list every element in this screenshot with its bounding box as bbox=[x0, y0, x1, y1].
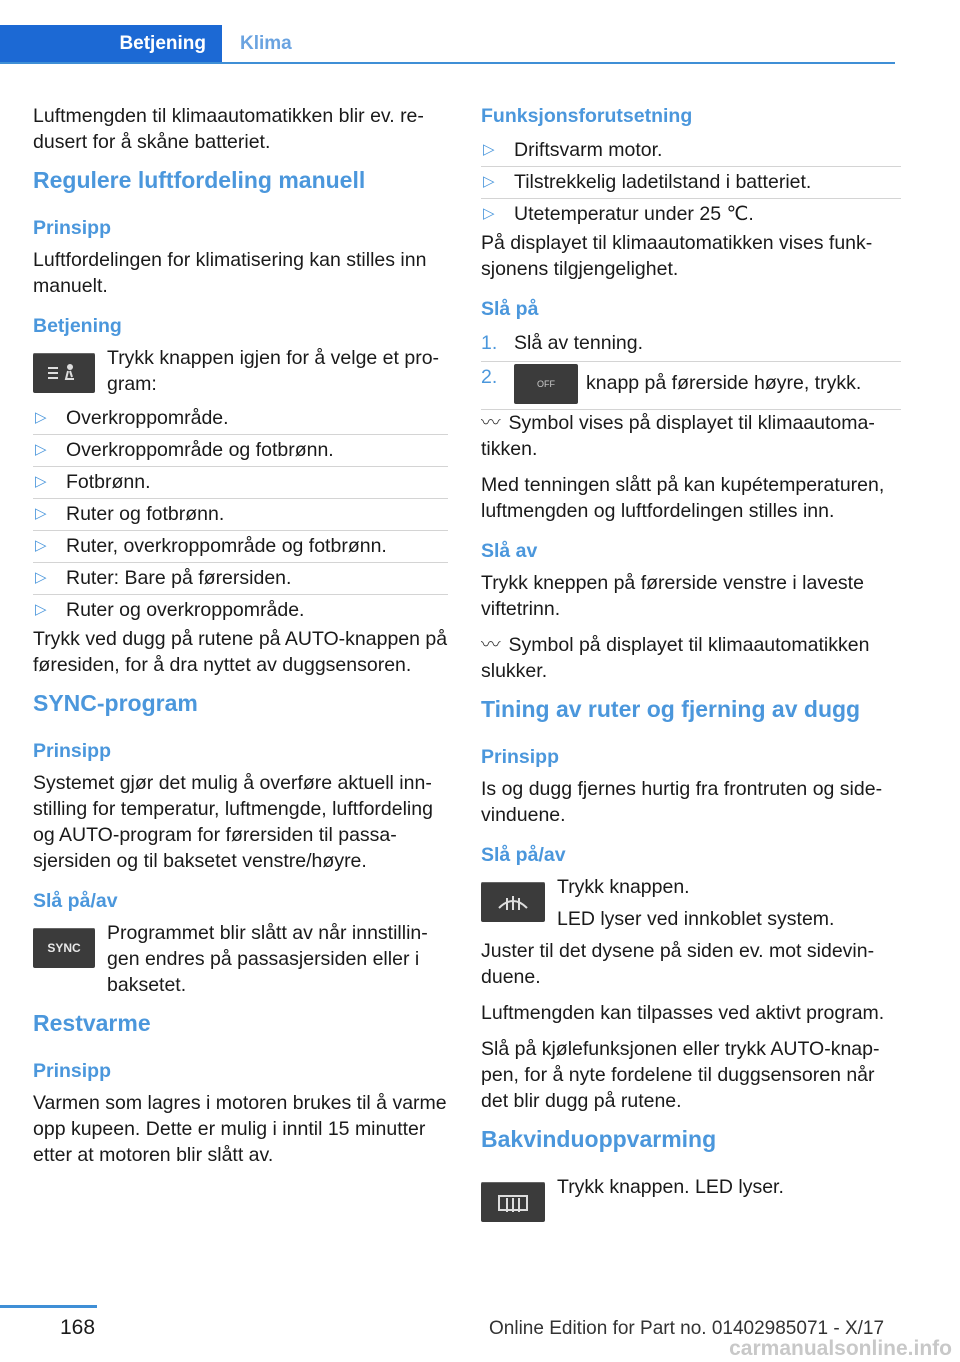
step-item: 1. Slå av tenning. bbox=[481, 328, 901, 362]
defrost-block bbox=[481, 874, 901, 932]
triangle-bullet-icon: ▷ bbox=[35, 409, 47, 426]
tining-text-2: Luftmengden kan tilpasses ved aktivt program. bbox=[481, 1002, 885, 1024]
triangle-bullet-icon: ▷ bbox=[35, 537, 47, 554]
rear-defrost-text: Trykk knappen. LED lyser. bbox=[557, 1176, 784, 1198]
page-number: 168 bbox=[60, 1316, 96, 1339]
ignition-on-text: Med tenningen slått på kan kupétemperaturen, luftmengden og luftfordelingen stilles inn. bbox=[481, 474, 885, 522]
triangle-bullet-icon: ▷ bbox=[35, 441, 47, 458]
section-title-tining: Tining av ruter og fjerning av dugg bbox=[481, 696, 861, 722]
section-title-sync: SYNC-program bbox=[33, 690, 198, 716]
subheading-prinsipp: Prinsipp bbox=[33, 740, 112, 762]
betjening-block bbox=[33, 345, 448, 397]
symbol-off-text: 〰 Symbol på displayet til klimaautomatikken slukker. bbox=[481, 634, 870, 682]
subheading-prinsipp: Prinsipp bbox=[33, 1060, 112, 1082]
requirement-list bbox=[481, 135, 901, 230]
triangle-bullet-icon: ▷ bbox=[35, 505, 47, 522]
list-item: ▷ Utetemperatur under 25 ℃. bbox=[483, 203, 754, 225]
section-title-bakvindu: Bakvinduoppvarming bbox=[481, 1126, 717, 1152]
symbol-shown-text: 〰 Symbol vises på displayet til klimaautomatikken. bbox=[481, 412, 875, 460]
watermark: carmanualsonline.info bbox=[729, 1337, 952, 1360]
defrost-text: Trykk knappen. LED lyser ved innkoblet system. bbox=[557, 876, 835, 930]
subheading-slaa-paa: Slå på bbox=[481, 298, 539, 320]
program-list bbox=[33, 403, 448, 626]
list-item: ▷ Overkroppområde og fotbrønn. bbox=[33, 435, 448, 467]
list-item: ▷ Ruter, overkroppområde og fotbrønn. bbox=[33, 531, 448, 563]
tining-text-3: Slå på kjølefunksjonen eller trykk AUTO-knappen, for å nyte fordelene til duggsensoren når det blir dugg på rutene. bbox=[481, 1038, 880, 1112]
off-fan-button-icon: OFF bbox=[514, 364, 578, 404]
steps-list bbox=[481, 328, 901, 410]
sync-text: Programmet blir slått av når innstillingen endres på passasjersiden eller i baksetet. bbox=[107, 922, 428, 996]
footer-rule bbox=[0, 1305, 97, 1308]
right-column bbox=[481, 103, 901, 1228]
slaa-av-text: Trykk kneppen på førerside venstre i laveste viftetrinn. bbox=[481, 572, 864, 620]
sync-button-icon: SYNC bbox=[33, 928, 95, 968]
triangle-bullet-icon: ▷ bbox=[483, 141, 495, 158]
subheading-prinsipp: Prinsipp bbox=[481, 746, 560, 768]
edition-text: Online Edition for Part no. 01402985071 - X/17 bbox=[489, 1318, 885, 1339]
list-item: ▷ Driftsvarm motor. bbox=[481, 135, 901, 167]
auto-hint-text: Trykk ved dugg på rutene på AUTO-knappen på føresiden, for å dra nyttet av duggsensoren. bbox=[33, 628, 448, 676]
subheading-slaa-paa-av: Slå på/av bbox=[33, 890, 118, 912]
sync-prinsipp-text: Systemet gjør det mulig å overføre aktuell innstilling for temperatur, luftmengde, luftfordeling og AUTO-program for førersiden til passasjersiden og til baksetet venstre/høyre. bbox=[33, 772, 433, 872]
list-item: ▷ Fotbrønn. bbox=[33, 467, 448, 499]
step-item: 2. OFF knapp på førerside høyre, trykk. bbox=[481, 362, 901, 410]
section-title-luftfordeling: Regulere luftfordeling manuell bbox=[33, 167, 366, 193]
residual-heat-symbol-icon: 〰 bbox=[481, 412, 501, 434]
triangle-bullet-icon: ▷ bbox=[483, 173, 495, 190]
availability-text: På displayet til klimaautomatikken vises funksjonens tilgjengelighet. bbox=[481, 232, 873, 280]
subheading-slaa-paa-av: Slå på/av bbox=[481, 844, 566, 866]
betjening-text: Trykk knappen igjen for å velge et program: bbox=[107, 347, 440, 395]
air-distribution-button-icon bbox=[33, 353, 95, 393]
subheading-betjening: Betjening bbox=[33, 315, 122, 337]
list-item: ▷ Ruter og overkroppområde. bbox=[35, 599, 305, 621]
subheading-prinsipp: Prinsipp bbox=[33, 217, 112, 239]
subheading-slaa-av: Slå av bbox=[481, 540, 538, 562]
tining-text-1: Juster til det dysene på siden ev. mot sidevinduene. bbox=[481, 940, 875, 988]
intro-text: Luftmengden til klimaautomatikken blir ev. redusert for å skåne batteriet. bbox=[33, 105, 424, 153]
rear-defrost-button-icon bbox=[481, 1182, 545, 1222]
left-column bbox=[33, 103, 448, 1178]
front-defrost-button-icon bbox=[481, 882, 545, 922]
tab-betjening[interactable]: Betjening bbox=[0, 25, 222, 62]
triangle-bullet-icon: ▷ bbox=[35, 569, 47, 586]
rear-defrost-block bbox=[481, 1174, 901, 1222]
list-item: ▷ Overkroppområde. bbox=[33, 403, 448, 435]
list-item: ▷ Tilstrekkelig ladetilstand i batteriet. bbox=[481, 167, 901, 199]
subheading-funksjonsforutsetning: Funksjonsforutsetning bbox=[481, 105, 693, 127]
triangle-bullet-icon: ▷ bbox=[483, 205, 495, 222]
section-title-restvarme: Restvarme bbox=[33, 1010, 151, 1036]
prinsipp-text: Luftfordelingen for klimatisering kan stilles inn manuelt. bbox=[33, 249, 427, 297]
tab-klima[interactable]: Klima bbox=[240, 32, 292, 54]
tining-prinsipp-text: Is og dugg fjernes hurtig fra frontruten og sidevinduene. bbox=[481, 778, 883, 826]
sync-block bbox=[33, 920, 448, 998]
restvarme-text: Varmen som lagres i motoren brukes til å varme opp kupeen. Dette er mulig i inntil 15 minutter etter at motoren blir slått av. bbox=[33, 1092, 447, 1166]
list-item: ▷ Ruter: Bare på førersiden. bbox=[33, 563, 448, 595]
triangle-bullet-icon: ▷ bbox=[35, 601, 47, 618]
residual-heat-symbol-icon: 〰 bbox=[481, 634, 501, 656]
page-header bbox=[0, 25, 895, 64]
triangle-bullet-icon: ▷ bbox=[35, 473, 47, 490]
list-item: ▷ Ruter og fotbrønn. bbox=[33, 499, 448, 531]
